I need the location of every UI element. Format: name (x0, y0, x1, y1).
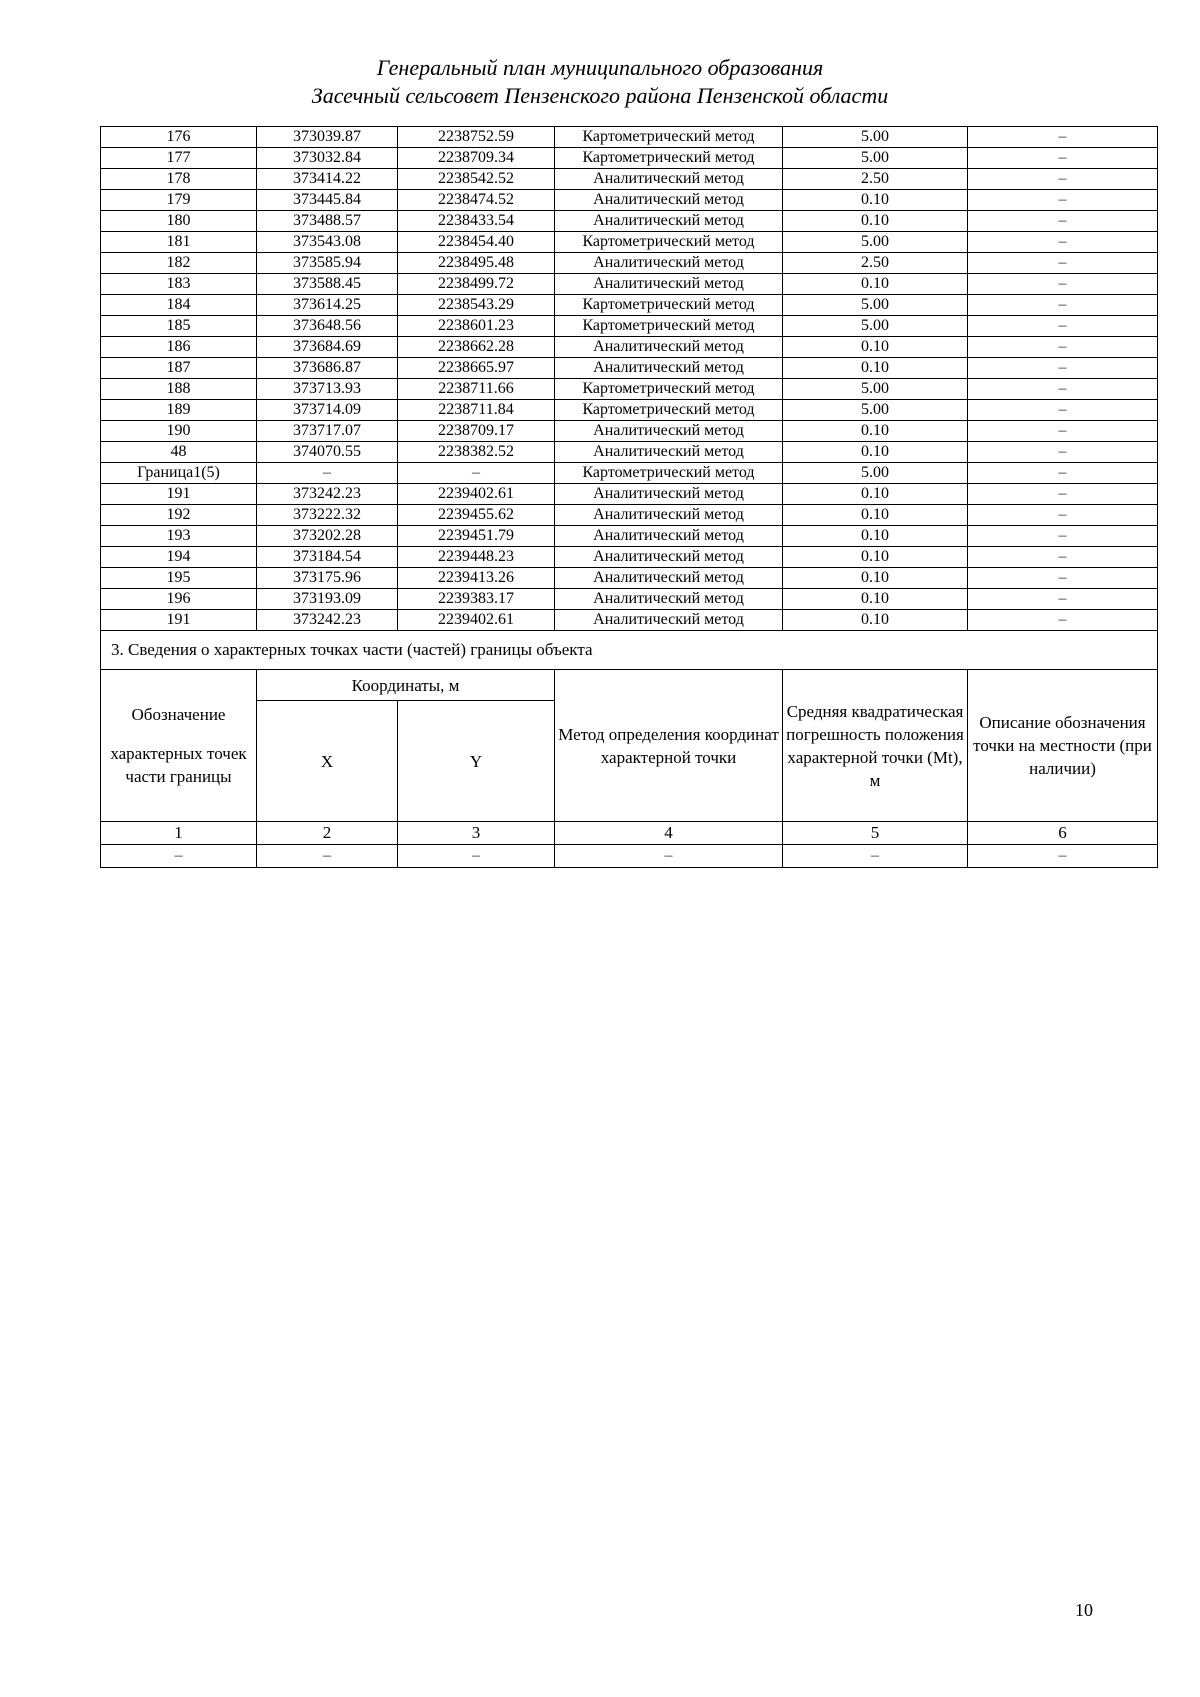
description-cell: – (968, 337, 1158, 358)
error-cell: 5.00 (783, 295, 968, 316)
column-number: 4 (555, 822, 783, 845)
empty-cell: – (968, 845, 1158, 868)
method-cell: Аналитический метод (555, 484, 783, 505)
table-row (101, 610, 1158, 631)
y-cell: 2238433.54 (398, 211, 555, 232)
x-cell: 373717.07 (257, 421, 398, 442)
description-cell: – (968, 547, 1158, 568)
table-row (101, 442, 1158, 463)
point-id-cell: 195 (101, 568, 257, 589)
table-row (101, 547, 1158, 568)
error-cell: 2.50 (783, 253, 968, 274)
error-cell: 0.10 (783, 505, 968, 526)
y-cell: 2238752.59 (398, 127, 555, 148)
x-cell: 373414.22 (257, 169, 398, 190)
x-cell: 373032.84 (257, 148, 398, 169)
description-cell: – (968, 421, 1158, 442)
empty-cell: – (398, 845, 555, 868)
point-id-cell: 187 (101, 358, 257, 379)
description-cell: – (968, 190, 1158, 211)
description-cell: – (968, 358, 1158, 379)
error-cell: 5.00 (783, 400, 968, 421)
section-3 (101, 631, 1158, 868)
error-cell: 5.00 (783, 148, 968, 169)
x-cell: 373242.23 (257, 484, 398, 505)
table-row (101, 211, 1158, 232)
point-id-cell: 190 (101, 421, 257, 442)
y-cell: 2238382.52 (398, 442, 555, 463)
x-cell: 373648.56 (257, 316, 398, 337)
point-id-cell: 185 (101, 316, 257, 337)
table-row (101, 316, 1158, 337)
point-id-cell: Граница1(5) (101, 463, 257, 484)
empty-cell: – (555, 845, 783, 868)
table-row (101, 526, 1158, 547)
x-cell: 373543.08 (257, 232, 398, 253)
x-cell: 373202.28 (257, 526, 398, 547)
y-cell: 2238474.52 (398, 190, 555, 211)
header-error-text: Средняя квадратическая погрешность положения характерной точки (Mt), м (786, 701, 964, 790)
x-cell: 373039.87 (257, 127, 398, 148)
description-cell: – (968, 253, 1158, 274)
x-cell: – (257, 463, 398, 484)
method-cell: Картометрический метод (555, 316, 783, 337)
y-cell: 2238454.40 (398, 232, 555, 253)
table-row (101, 589, 1158, 610)
point-id-cell: 191 (101, 610, 257, 631)
empty-cell: – (257, 845, 398, 868)
empty-cell: – (101, 845, 257, 868)
method-cell: Картометрический метод (555, 295, 783, 316)
y-cell: 2239413.26 (398, 568, 555, 589)
header-designation-line-1: Обозначение (131, 705, 226, 724)
description-cell: – (968, 589, 1158, 610)
header-description: Описание обозначения точки на местности (при наличии) (968, 670, 1158, 822)
x-cell: 373242.23 (257, 610, 398, 631)
description-cell: – (968, 400, 1158, 421)
column-number: 2 (257, 822, 398, 845)
method-cell: Аналитический метод (555, 505, 783, 526)
method-cell: Аналитический метод (555, 169, 783, 190)
method-cell: Аналитический метод (555, 337, 783, 358)
x-cell: 373686.87 (257, 358, 398, 379)
table-row (101, 505, 1158, 526)
method-cell: Картометрический метод (555, 148, 783, 169)
coordinates-rows (101, 127, 1158, 631)
error-cell: 0.10 (783, 358, 968, 379)
error-cell: 2.50 (783, 169, 968, 190)
header-coordinates: Координаты, м (257, 670, 555, 701)
method-cell: Аналитический метод (555, 253, 783, 274)
error-cell: 0.10 (783, 190, 968, 211)
point-id-cell: 48 (101, 442, 257, 463)
description-cell: – (968, 463, 1158, 484)
y-cell: 2238662.28 (398, 337, 555, 358)
x-cell: 373222.32 (257, 505, 398, 526)
y-cell: 2238542.52 (398, 169, 555, 190)
table-row (101, 148, 1158, 169)
header-line-2: Засечный сельсовет Пензенского района Пензенской области (311, 83, 889, 108)
description-cell: – (968, 442, 1158, 463)
header-error (783, 670, 968, 822)
y-cell: 2239383.17 (398, 589, 555, 610)
method-cell: Картометрический метод (555, 127, 783, 148)
table-row (101, 295, 1158, 316)
method-cell: Картометрический метод (555, 463, 783, 484)
description-cell: – (968, 379, 1158, 400)
point-id-cell: 182 (101, 253, 257, 274)
method-cell: Картометрический метод (555, 400, 783, 421)
error-cell: 0.10 (783, 337, 968, 358)
header-line-1: Генеральный план муниципального образования (376, 55, 824, 80)
table-row (101, 421, 1158, 442)
document-header (0, 54, 1200, 110)
x-cell: 373714.09 (257, 400, 398, 421)
column-number: 3 (398, 822, 555, 845)
y-cell: 2239402.61 (398, 484, 555, 505)
table-row (101, 190, 1158, 211)
description-cell: – (968, 568, 1158, 589)
point-id-cell: 196 (101, 589, 257, 610)
error-cell: 0.10 (783, 610, 968, 631)
error-cell: 0.10 (783, 274, 968, 295)
point-id-cell: 188 (101, 379, 257, 400)
table-row (101, 463, 1158, 484)
y-cell: 2238543.29 (398, 295, 555, 316)
x-cell: 373713.93 (257, 379, 398, 400)
y-cell: 2238499.72 (398, 274, 555, 295)
description-cell: – (968, 484, 1158, 505)
y-cell: 2239455.62 (398, 505, 555, 526)
method-cell: Аналитический метод (555, 190, 783, 211)
point-id-cell: 186 (101, 337, 257, 358)
x-cell: 374070.55 (257, 442, 398, 463)
method-cell: Аналитический метод (555, 211, 783, 232)
error-cell: 0.10 (783, 484, 968, 505)
description-cell: – (968, 148, 1158, 169)
y-cell: 2239402.61 (398, 610, 555, 631)
x-cell: 373184.54 (257, 547, 398, 568)
table-row (101, 127, 1158, 148)
y-cell: 2238711.84 (398, 400, 555, 421)
description-cell: – (968, 316, 1158, 337)
description-cell: – (968, 295, 1158, 316)
description-cell: – (968, 526, 1158, 547)
error-cell: 5.00 (783, 379, 968, 400)
y-cell: 2238709.17 (398, 421, 555, 442)
point-id-cell: 191 (101, 484, 257, 505)
x-cell: 373445.84 (257, 190, 398, 211)
header-designation (101, 670, 257, 822)
description-cell: – (968, 610, 1158, 631)
x-cell: 373175.96 (257, 568, 398, 589)
section-3-title: 3. Сведения о характерных точках части (частей) границы объекта (101, 631, 1158, 670)
description-cell: – (968, 232, 1158, 253)
table-row (101, 358, 1158, 379)
x-cell: 373684.69 (257, 337, 398, 358)
point-id-cell: 177 (101, 148, 257, 169)
method-cell: Аналитический метод (555, 526, 783, 547)
description-cell: – (968, 505, 1158, 526)
method-cell: Аналитический метод (555, 547, 783, 568)
x-cell: 373585.94 (257, 253, 398, 274)
error-cell: 5.00 (783, 316, 968, 337)
point-id-cell: 184 (101, 295, 257, 316)
point-id-cell: 183 (101, 274, 257, 295)
y-cell: 2239448.23 (398, 547, 555, 568)
y-cell: 2238601.23 (398, 316, 555, 337)
header-method: Метод определения координат характерной точки (555, 670, 783, 822)
error-cell: 0.10 (783, 568, 968, 589)
point-id-cell: 192 (101, 505, 257, 526)
method-cell: Аналитический метод (555, 589, 783, 610)
error-cell: 5.00 (783, 232, 968, 253)
table-row (101, 484, 1158, 505)
x-cell: 373488.57 (257, 211, 398, 232)
point-id-cell: 193 (101, 526, 257, 547)
table-row (101, 400, 1158, 421)
column-number: 5 (783, 822, 968, 845)
method-cell: Картометрический метод (555, 379, 783, 400)
header-designation-line-2: характерных точек части границы (110, 744, 247, 786)
y-cell: 2239451.79 (398, 526, 555, 547)
table-row (101, 337, 1158, 358)
error-cell: 0.10 (783, 421, 968, 442)
description-cell: – (968, 127, 1158, 148)
description-cell: – (968, 211, 1158, 232)
method-cell: Картометрический метод (555, 232, 783, 253)
method-cell: Аналитический метод (555, 274, 783, 295)
table-row (101, 274, 1158, 295)
x-cell: 373614.25 (257, 295, 398, 316)
table-row (101, 232, 1158, 253)
error-cell: 0.10 (783, 589, 968, 610)
table-row (101, 379, 1158, 400)
table-row (101, 568, 1158, 589)
column-number: 1 (101, 822, 257, 845)
point-id-cell: 176 (101, 127, 257, 148)
point-id-cell: 194 (101, 547, 257, 568)
y-cell: 2238665.97 (398, 358, 555, 379)
error-cell: 0.10 (783, 211, 968, 232)
method-cell: Аналитический метод (555, 421, 783, 442)
method-cell: Аналитический метод (555, 568, 783, 589)
error-cell: 0.10 (783, 547, 968, 568)
point-id-cell: 189 (101, 400, 257, 421)
coordinates-table (100, 126, 1158, 868)
table-row (101, 169, 1158, 190)
error-cell: 5.00 (783, 127, 968, 148)
error-cell: 0.10 (783, 442, 968, 463)
y-cell: – (398, 463, 555, 484)
point-id-cell: 179 (101, 190, 257, 211)
method-cell: Аналитический метод (555, 610, 783, 631)
column-number: 6 (968, 822, 1158, 845)
y-cell: 2238495.48 (398, 253, 555, 274)
method-cell: Аналитический метод (555, 442, 783, 463)
point-id-cell: 181 (101, 232, 257, 253)
table-row (101, 253, 1158, 274)
header-y: Y (398, 701, 555, 822)
method-cell: Аналитический метод (555, 358, 783, 379)
y-cell: 2238709.34 (398, 148, 555, 169)
x-cell: 373193.09 (257, 589, 398, 610)
error-cell: 5.00 (783, 463, 968, 484)
description-cell: – (968, 169, 1158, 190)
description-cell: – (968, 274, 1158, 295)
x-cell: 373588.45 (257, 274, 398, 295)
y-cell: 2238711.66 (398, 379, 555, 400)
page-number: 10 (1075, 1600, 1093, 1620)
error-cell: 0.10 (783, 526, 968, 547)
empty-cell: – (783, 845, 968, 868)
point-id-cell: 180 (101, 211, 257, 232)
point-id-cell: 178 (101, 169, 257, 190)
header-x: X (257, 701, 398, 822)
